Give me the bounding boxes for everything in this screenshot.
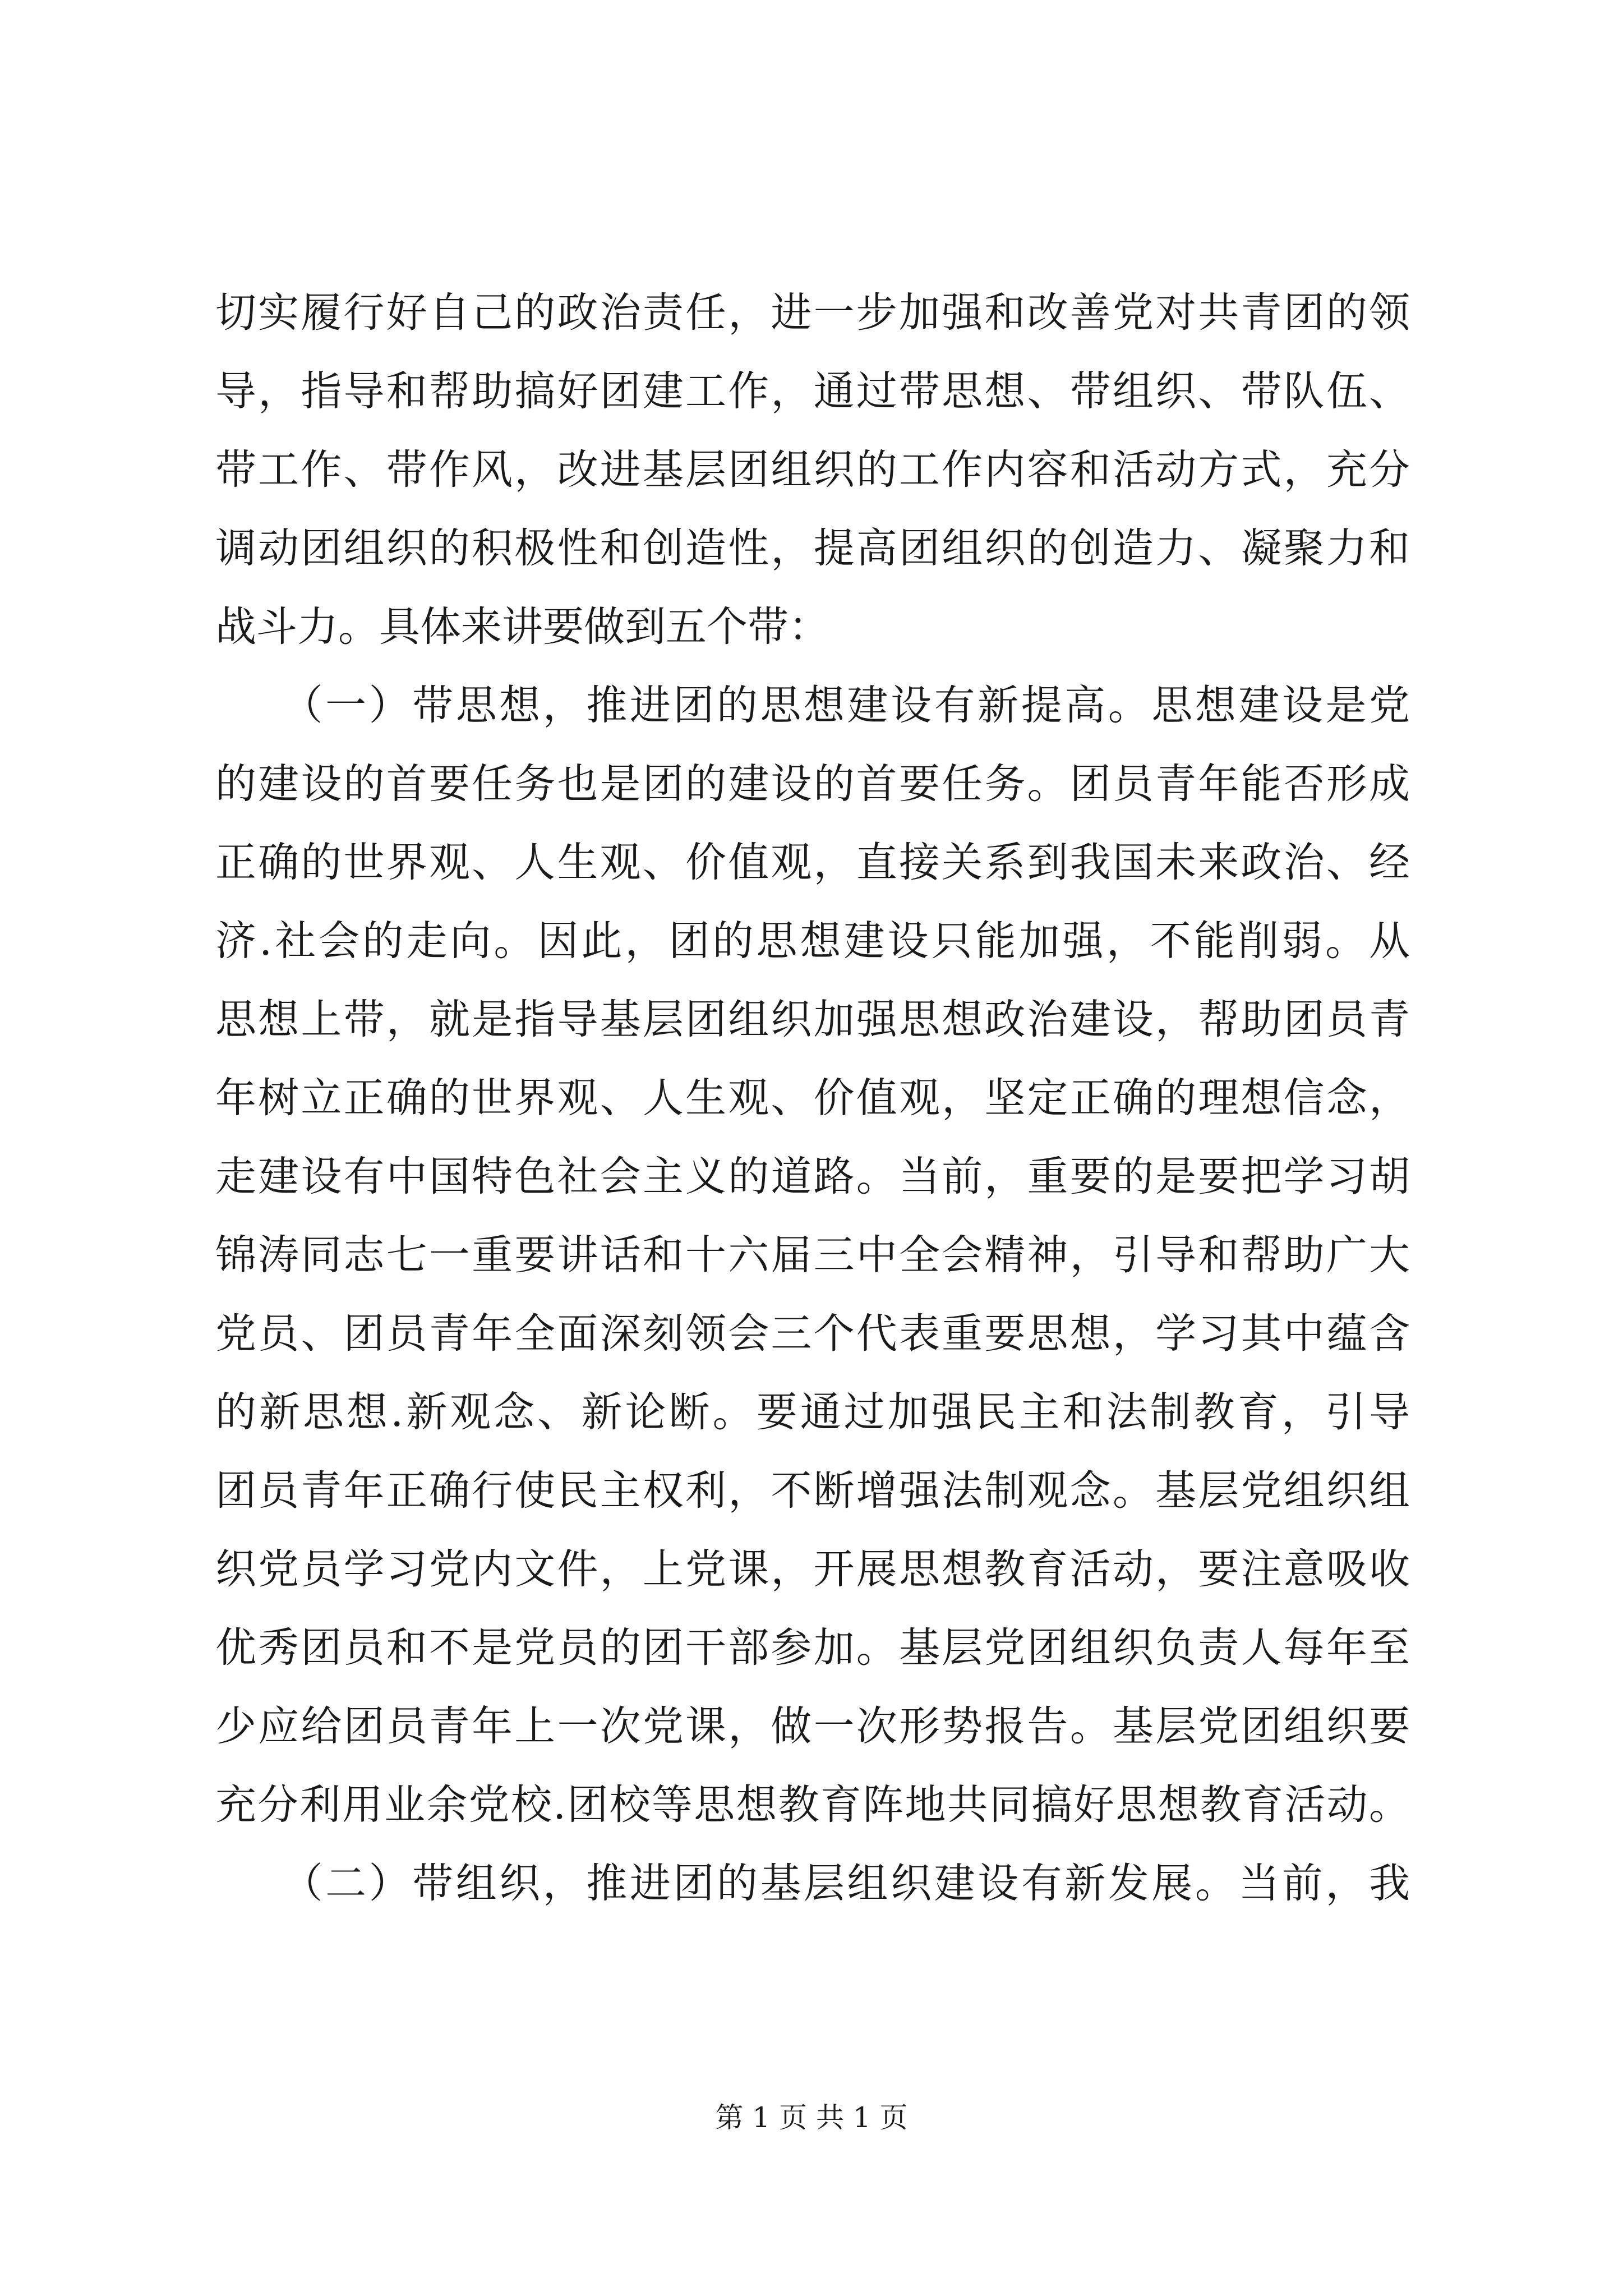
- text-line: （二）带组织，推进团的基层组织建设有新发展。当前，我: [215, 1860, 1410, 1907]
- page-footer: 第 1 页 共 1 页: [715, 2101, 908, 2134]
- text-line: 的新思想.新观念、新论断。要通过加强民主和法制教育，引导: [215, 1388, 1410, 1436]
- text-line: 战斗力。具体来讲要做到五个带：: [215, 603, 829, 651]
- text-line: 济.社会的走向。因此，团的思想建设只能加强，不能削弱。从: [215, 917, 1410, 965]
- text-line: 锦涛同志七一重要讲话和十六届三中全会精神，引导和帮助广大: [215, 1231, 1410, 1279]
- text-line: 走建设有中国特色社会主义的道路。当前，重要的是要把学习胡: [215, 1153, 1410, 1200]
- text-line: 党员、团员青年全面深刻领会三个代表重要思想，学习其中蕴含: [215, 1310, 1410, 1358]
- text-line: 思想上带，就是指导基层团组织加强思想政治建设，帮助团员青: [215, 996, 1410, 1043]
- text-line: 年树立正确的世界观、人生观、价值观，坚定正确的理想信念，: [215, 1074, 1410, 1122]
- text-line: 导，指导和帮助搞好团建工作，通过带思想、带组织、带队伍、: [215, 367, 1410, 415]
- text-line: 少应给团员青年上一次党课，做一次形势报告。基层党团组织要: [215, 1703, 1410, 1750]
- text-line: 的建设的首要任务也是团的建设的首要任务。团员青年能否形成: [215, 760, 1410, 808]
- text-line: （一）带思想，推进团的思想建设有新提高。思想建设是党: [215, 682, 1410, 729]
- document-body: [215, 274, 1410, 1923]
- text-line: 织党员学习党内文件，上党课，开展思想教育活动，要注意吸收: [215, 1545, 1410, 1593]
- text-line: 优秀团员和不是党员的团干部参加。基层党团组织负责人每年至: [215, 1624, 1410, 1672]
- text-line: 充分利用业余党校.团校等思想教育阵地共同搞好思想教育活动。: [215, 1781, 1410, 1829]
- text-line: 调动团组织的积极性和创造性，提高团组织的创造力、凝聚力和: [215, 524, 1410, 572]
- text-line: 团员青年正确行使民主权利，不断增强法制观念。基层党组织组: [215, 1467, 1410, 1515]
- text-line: 带工作、带作风，改进基层团组织的工作内容和活动方式，充分: [215, 446, 1410, 494]
- text-line: 切实履行好自己的政治责任，进一步加强和改善党对共青团的领: [215, 289, 1410, 337]
- text-line: 正确的世界观、人生观、价值观，直接关系到我国未来政治、经: [215, 839, 1410, 886]
